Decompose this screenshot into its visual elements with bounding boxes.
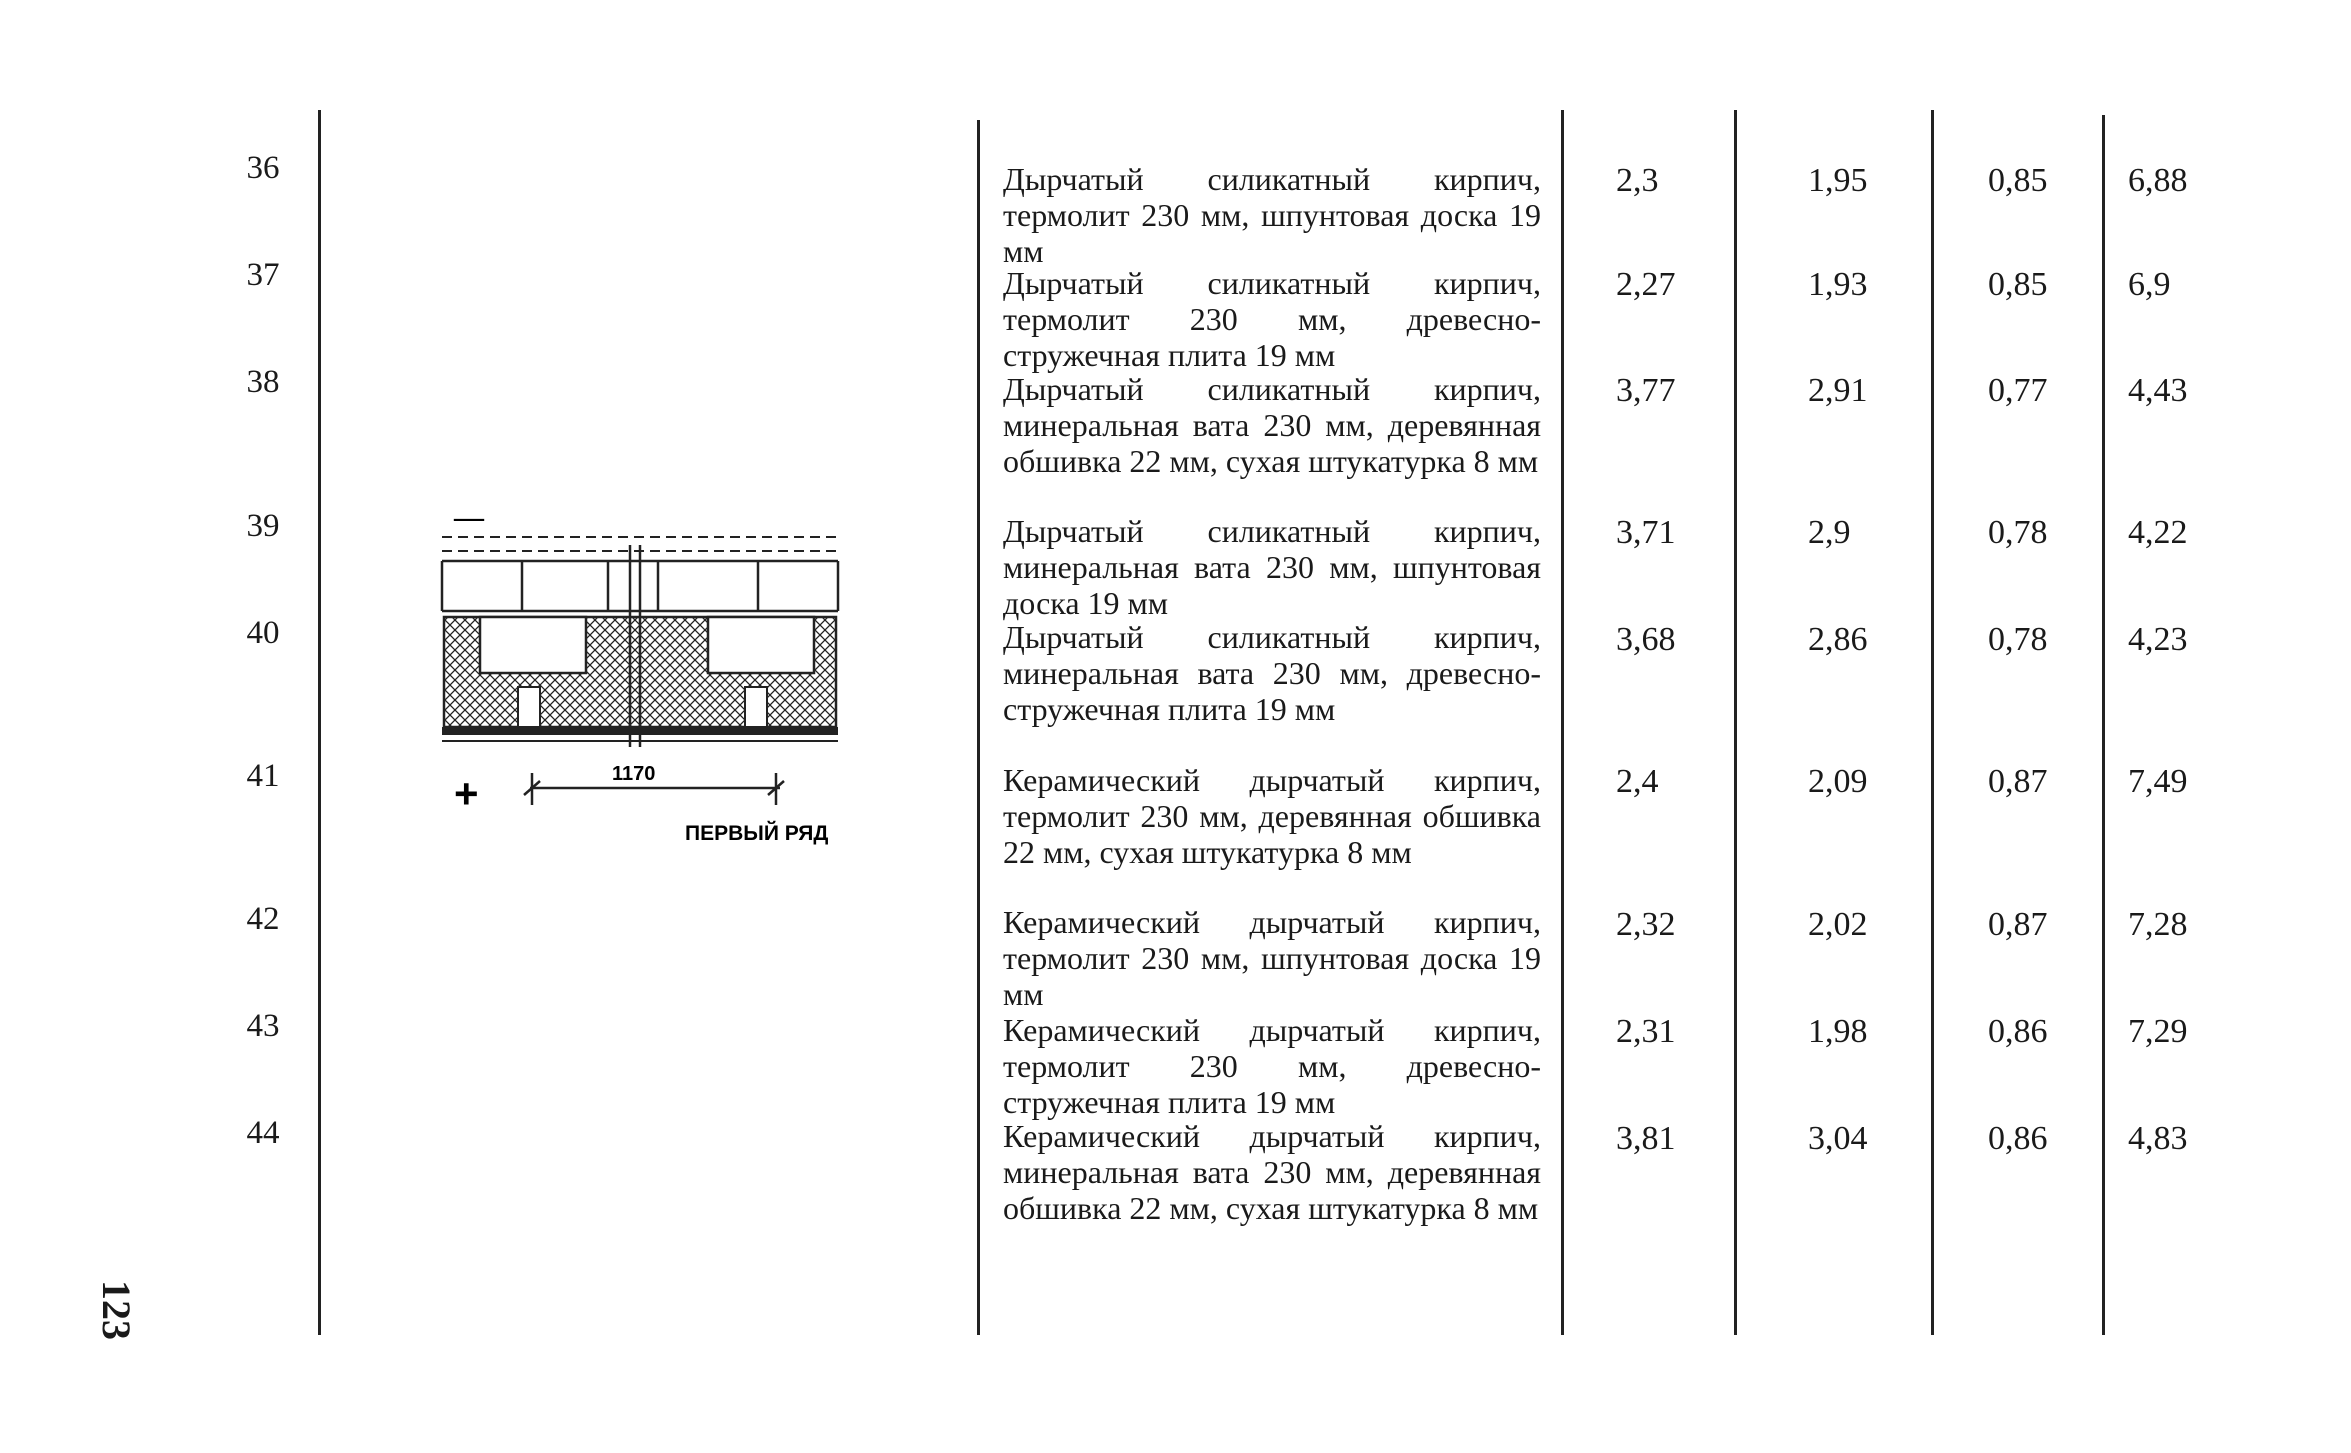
row-number: 43 (246, 1008, 280, 1044)
row-description: Дырчатый силикатный кирпич, термолит 230 мм, древесно-стружечная плита 19 мм (1003, 265, 1541, 373)
row-value-4: 7,29 (2128, 1013, 2188, 1050)
row-value-4: 4,23 (2128, 621, 2188, 658)
row-value-2: 2,86 (1808, 621, 1868, 658)
dimension-label: 1170 (612, 763, 656, 785)
row-value-4: 4,22 (2128, 514, 2188, 551)
table-rule-col3 (1931, 110, 1934, 1335)
row-value-1: 2,31 (1616, 1013, 1676, 1050)
table-rule-desc-left (977, 120, 980, 1335)
row-number: 36 (246, 150, 280, 186)
row-value-2: 2,9 (1808, 514, 1851, 551)
row-value-1: 2,4 (1616, 763, 1659, 800)
row-value-3: 0,87 (1988, 906, 2048, 943)
row-value-2: 2,09 (1808, 763, 1868, 800)
page-number: 123 (94, 1280, 139, 1340)
row-value-3: 0,86 (1988, 1120, 2048, 1157)
row-number: 41 (246, 758, 280, 794)
row-description: Керамический дырчатый кирпич, термолит 230 мм, деревянная обшивка 22 мм, сухая штукатурка 8 мм (1003, 762, 1541, 870)
row-value-1: 3,77 (1616, 372, 1676, 409)
wall-section-diagram (440, 505, 860, 855)
row-number: 37 (246, 257, 280, 293)
row-value-1: 2,3 (1616, 162, 1659, 199)
row-value-3: 0,85 (1988, 266, 2048, 303)
row-value-4: 7,28 (2128, 906, 2188, 943)
row-number: 44 (246, 1115, 280, 1151)
row-value-1: 3,81 (1616, 1120, 1676, 1157)
row-value-2: 1,93 (1808, 266, 1868, 303)
minus-sign: — (454, 505, 484, 534)
row-description: Керамический дырчатый кирпич, минеральная вата 230 мм, деревянная обшивка 22 мм, сухая штукатурка 8 мм (1003, 1118, 1541, 1226)
row-description: Дырчатый силикатный кирпич, термолит 230 мм, шпунтовая доска 19 мм (1003, 161, 1541, 269)
diagram-caption: ПЕРВЫЙ РЯД (685, 822, 829, 845)
row-value-3: 0,77 (1988, 372, 2048, 409)
row-value-2: 2,91 (1808, 372, 1868, 409)
row-value-4: 6,88 (2128, 162, 2188, 199)
row-value-4: 4,83 (2128, 1120, 2188, 1157)
row-value-1: 2,32 (1616, 906, 1676, 943)
row-value-2: 1,95 (1808, 162, 1868, 199)
row-value-1: 3,71 (1616, 514, 1676, 551)
row-value-4: 7,49 (2128, 763, 2188, 800)
row-value-2: 2,02 (1808, 906, 1868, 943)
row-description: Керамический дырчатый кирпич, термолит 230 мм, древесно-стружечная плита 19 мм (1003, 1012, 1541, 1120)
row-value-4: 6,9 (2128, 266, 2171, 303)
table-rule-col4 (2102, 115, 2105, 1335)
row-value-2: 3,04 (1808, 1120, 1868, 1157)
row-description: Керамический дырчатый кирпич, термолит 230 мм, шпунтовая доска 19 мм (1003, 904, 1541, 1012)
table-rule-col2 (1734, 110, 1737, 1335)
row-number: 38 (246, 364, 280, 400)
row-number: 42 (246, 901, 280, 937)
row-description: Дырчатый силикатный кирпич, минеральная вата 230 мм, древесно-стружечная плита 19 мм (1003, 619, 1541, 727)
row-value-4: 4,43 (2128, 372, 2188, 409)
row-number: 40 (246, 615, 280, 651)
row-description: Дырчатый силикатный кирпич, минеральная вата 230 мм, шпунтовая доска 19 мм (1003, 513, 1541, 621)
row-value-3: 0,87 (1988, 763, 2048, 800)
row-description: Дырчатый силикатный кирпич, минеральная вата 230 мм, деревянная обшивка 22 мм, сухая штукатурка 8 мм (1003, 371, 1541, 479)
plus-sign: + (454, 770, 479, 817)
table-rule-left (318, 110, 321, 1335)
row-value-3: 0,78 (1988, 514, 2048, 551)
table-rule-desc-right (1561, 110, 1564, 1335)
row-number: 39 (246, 508, 280, 544)
row-value-3: 0,85 (1988, 162, 2048, 199)
row-value-1: 3,68 (1616, 621, 1676, 658)
row-value-1: 2,27 (1616, 266, 1676, 303)
row-value-3: 0,78 (1988, 621, 2048, 658)
row-value-3: 0,86 (1988, 1013, 2048, 1050)
row-value-2: 1,98 (1808, 1013, 1868, 1050)
